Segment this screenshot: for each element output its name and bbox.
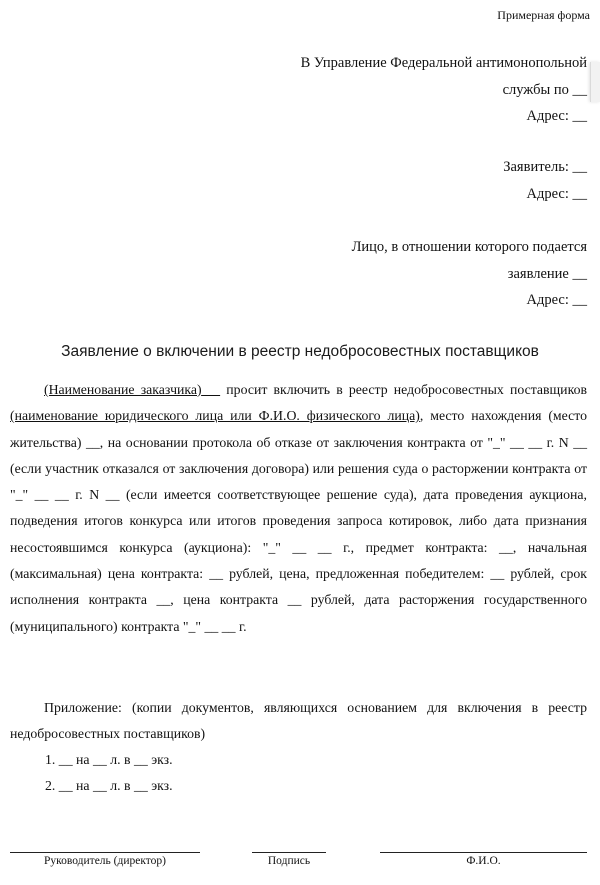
- appendix-block: [10, 695, 587, 748]
- signature-line: [252, 852, 326, 853]
- applicant-line: Адрес: __: [526, 185, 587, 202]
- statement-text: просит включить в реестр недобросовестных поставщиков: [226, 382, 587, 397]
- supplier-name-field: (наименование юридического лица или Ф.И.О. физического лица): [10, 408, 420, 424]
- subject-block: [352, 234, 587, 314]
- customer-name-field: (Наименование заказчика): [44, 382, 202, 397]
- appendix-text: Приложение: (копии документов, являющихся основанием для включения в реестр недобросовестных поставщиков): [10, 700, 587, 742]
- list-item: 2. __ на __ л. в __ экз.: [45, 778, 173, 794]
- statement-body: [10, 377, 587, 640]
- name-signature-line: [380, 852, 587, 853]
- signature-label: Подпись: [267, 855, 311, 867]
- appendix-list: [45, 747, 173, 800]
- statement-paragraph: [10, 377, 587, 640]
- addressee-line: Адрес: __: [526, 108, 587, 124]
- scroll-handle[interactable]: [590, 62, 600, 102]
- subject-line: Адрес: __: [526, 292, 587, 308]
- applicant-line: Заявитель: __: [503, 159, 587, 175]
- subject-line: заявление __: [507, 265, 587, 282]
- appendix-paragraph: [10, 695, 587, 748]
- addressee-line: В Управление Федеральной антимонопольной: [300, 55, 587, 71]
- director-signature-line: [10, 852, 200, 853]
- document-title: Заявление о включении в реестр недобросовестных поставщиков: [61, 343, 539, 360]
- list-item: 1. __ на __ л. в __ экз.: [45, 752, 173, 767]
- statement-text: , место нахождения (место жительства) __, на основании протокола об отказе от заключения контракта от "_" __ __ г. N __ (если участник отказался от заключения договора) или решения суда о расторжении контракта от "_" __ __ г. N __ (если имеется соответствующее решение суда), дата проведения аукциона, подведения итогов конкурса или итогов проведения запроса котировок, либо дата признания несостоявшимся конкурса (аукциона): "_" __ __ г., предмет контракта: __, начальная (максимальная) цена контракта: __ рублей, цена, предложенная победителем: __ рублей, срок исполнения контракта __, цена контракта __ рублей, дата расторжения государственного (муниципального) контракта "_" __ __ г.: [10, 408, 587, 634]
- subject-line: Лицо, в отношении которого подается: [351, 239, 587, 255]
- director-label: Руководитель (директор): [44, 855, 166, 867]
- addressee-line: службы по __: [502, 81, 587, 98]
- applicant-block: [503, 154, 587, 207]
- sample-form-label: Примерная форма: [497, 8, 590, 22]
- name-label: Ф.И.О.: [466, 855, 501, 867]
- addressee-block: [301, 50, 587, 130]
